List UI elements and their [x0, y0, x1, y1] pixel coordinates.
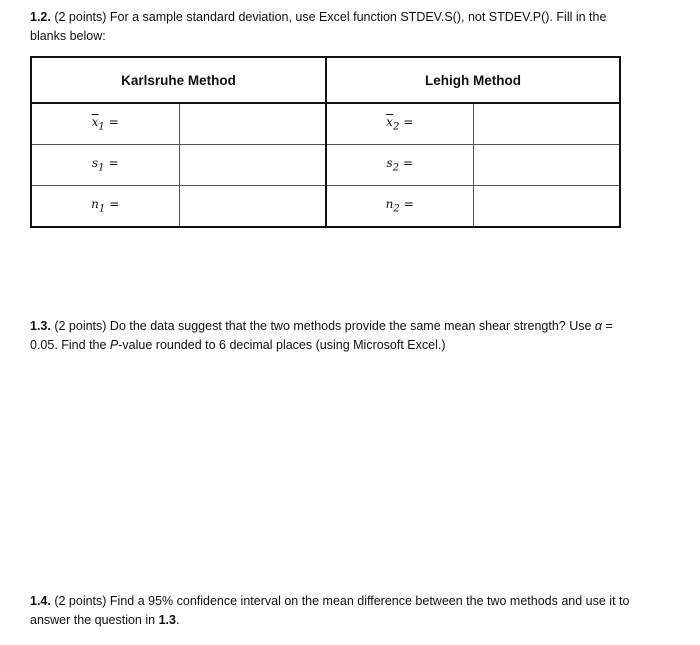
label-n2: $n_2$ = [326, 186, 473, 228]
table-row-n [31, 186, 620, 228]
alpha-symbol: α [594, 319, 603, 333]
input-x2-bar[interactable] [473, 103, 620, 145]
input-n1[interactable] [179, 186, 326, 228]
input-s2[interactable] [473, 145, 620, 186]
label-x1-bar: $\overline{x}_1$ = [31, 103, 179, 145]
label-s2: $s_2$ = [326, 145, 473, 186]
header-karlsruhe: Karlsruhe Method [31, 57, 326, 103]
question-1-4: 1.4. (2 points) Find a 95% confidence interval on the mean difference between the two methods and use it to answer the question in 1.3. [30, 594, 630, 627]
question-reference: 1.3 [158, 613, 176, 627]
input-x1-bar[interactable] [179, 103, 326, 145]
label-s1: $s_1$ = [31, 145, 179, 186]
p-symbol: P [109, 338, 119, 352]
input-s1[interactable] [179, 145, 326, 186]
label-n1: $n_1$ = [31, 186, 179, 228]
question-number: 1.3. [30, 319, 51, 333]
statistics-table [30, 56, 621, 228]
table-header-row [31, 57, 620, 103]
label-x2-bar: $\overline{x}_2$ = [326, 103, 473, 145]
table-row-sd [31, 145, 620, 186]
question-1-2 [30, 8, 640, 46]
question-text: (2 points) For a sample standard deviation, use Excel function STDEV.S(), not STDEV.P(). Fill in the blanks below: [30, 10, 607, 43]
table-row-mean [31, 103, 620, 145]
input-n2[interactable] [473, 186, 620, 228]
question-number: 1.4. [30, 594, 51, 608]
header-lehigh: Lehigh Method [326, 57, 620, 103]
question-number: 1.2. [30, 10, 51, 24]
question-1-3: 1.3. (2 points) Do the data suggest that the two methods provide the same mean shear strength? Use α = 0.05. Find the P-value rounded to 6 decimal places (using Microsoft Excel.) [30, 319, 613, 352]
